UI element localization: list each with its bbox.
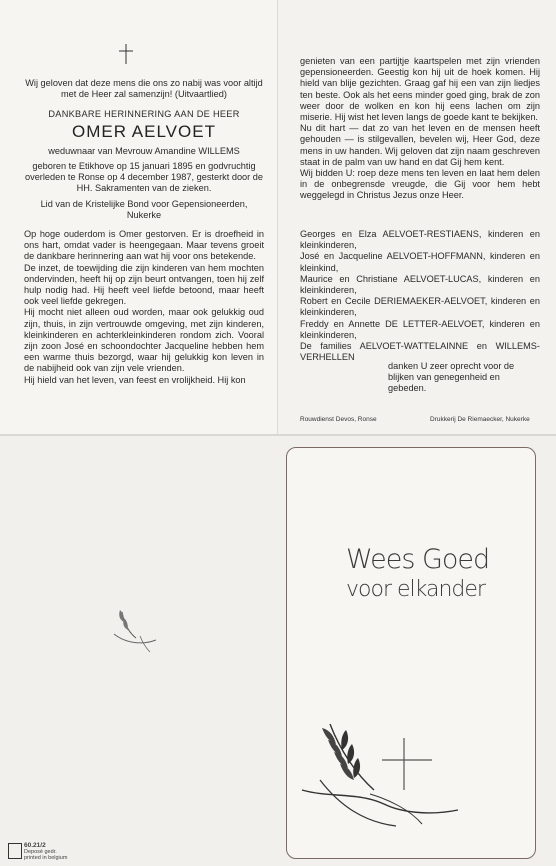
family-entry: Robert en Cecile DERIEMAEKER-AELVOET, kinderen en kleinkinderen, (300, 296, 540, 318)
family-list (300, 229, 540, 363)
cross-icon (118, 44, 134, 64)
birth-death-text: geboren te Etikhove op 15 januari 1895 en godvruchtig overleden te Ronse op 4 december 1987, gesterkt door de HH. Sakramenten van de zieken. (24, 161, 263, 194)
footer-left: Rouwdienst Devos, Ronse (300, 416, 377, 423)
cross-icon (382, 738, 432, 790)
body-text: Op hoge ouderdom is Omer gestorven. Er is droefheid in ons hart, omdat vader is heengegaan. Maar tevens groeit de dankbare herinnering aan wat hij voor ons betekende. De inzet, de toewijding die zijn kinderen van hem mochten ondervinden, heeft hij op zijn beurt ontvangen, toen hij zelf hulp nodig had. Hij heeft veel liefde betoond, maar heeft ook veel liefde gekregen. Hij mocht niet alleen oud worden, maar ook gelukkig oud zijn, thuis, in zijn vertrouwde omgeving, met zijn kinderen, kleinkinderen en achterkleinkinderen rondom zich. Vooral zijn zoon José en schoondochter Jacqueline hebben hem een warme thuis bezorgd, waar hij gelukkig kon leven in de nabijheid ook van zijn vele vrienden. Hij hield van het leven, van feest en vrolijkheid. Hij kon (24, 229, 264, 385)
membership-text: Lid van de Kristelijke Bond voor Gepensioneerden, Nukerke (40, 199, 248, 221)
left-page (0, 0, 278, 434)
family-entry: Georges en Elza AELVOET-RESTIAENS, kinderen en kleinkinderen, (300, 229, 540, 251)
print-code-line1: 60.21/2 (24, 842, 46, 849)
heading: DANKBARE HERINNERING AAN DE HEER (48, 109, 240, 119)
fold-vertical (277, 0, 278, 434)
footer-right: Drukkerij De Riemaecker, Nukerke (430, 416, 530, 423)
small-wheat-icon (110, 606, 162, 654)
print-code-line3: printed in belgium (24, 855, 68, 861)
right-page (278, 0, 556, 434)
intro-verse: Wij geloven dat deze mens die ons zo nabij was voor altijd met de Heer zal samenzijn! (Uitvaartlied) (25, 78, 263, 100)
widower-line: weduwnaar van Mevrouw Amandine WILLEMS (48, 146, 240, 156)
cover-title-line2: voor elkander (346, 577, 485, 602)
publisher-logo (8, 843, 22, 859)
family-entry: José en Jacqueline AELVOET-HOFFMANN, kinderen en kleinkind, (300, 251, 540, 273)
continuation-text: genieten van een partijtje kaartspelen met zijn vrienden gepensioneerden. Geestig kon hij uit de hoek komen. Hij hield van blije gezichten. Graag gaf hij een van zijn liedjes ten beste. Ook als het eens minder goed ging, brak de zon weer door de wolken en kon hij eens lachen om zijn miserie. Hij wist het leven langs de goede kant te bekijken. Nu dit hart — dat zo van het leven en de mensen heeft gehouden — is stilgevallen, bevelen wij, Heer God, deze mens in uw handen. Wij geloven dat zijn naam geschreven staat in de palm van uw hand en dat Gij hem kent. Wij bidden U: roep deze mens ten leven en laat hem delen in de onbegrensde vreugde, die Gij voor hem hebt weggelegd in Christus Jezus onze Heer. (300, 56, 540, 201)
print-code-line2: Deposé gedr. (24, 849, 57, 855)
deceased-name: OMER AELVOET (72, 122, 216, 141)
thanks-text: danken U zeer oprecht voor de blijken van genegenheid en gebeden. (388, 361, 515, 394)
print-code (24, 843, 67, 861)
family-entry: Maurice en Christiane AELVOET-LUCAS, kinderen en kleinkinderen, (300, 273, 540, 296)
cover-title-line1: Wees Goed (346, 544, 490, 575)
family-entry: De families AELVOET-WATTELAINNE en WILLEMS-VERHELLEN (300, 341, 540, 363)
family-entry: Freddy en Annette DE LETTER-AELVOET, kinderen en kleinkinderen, (300, 318, 540, 340)
